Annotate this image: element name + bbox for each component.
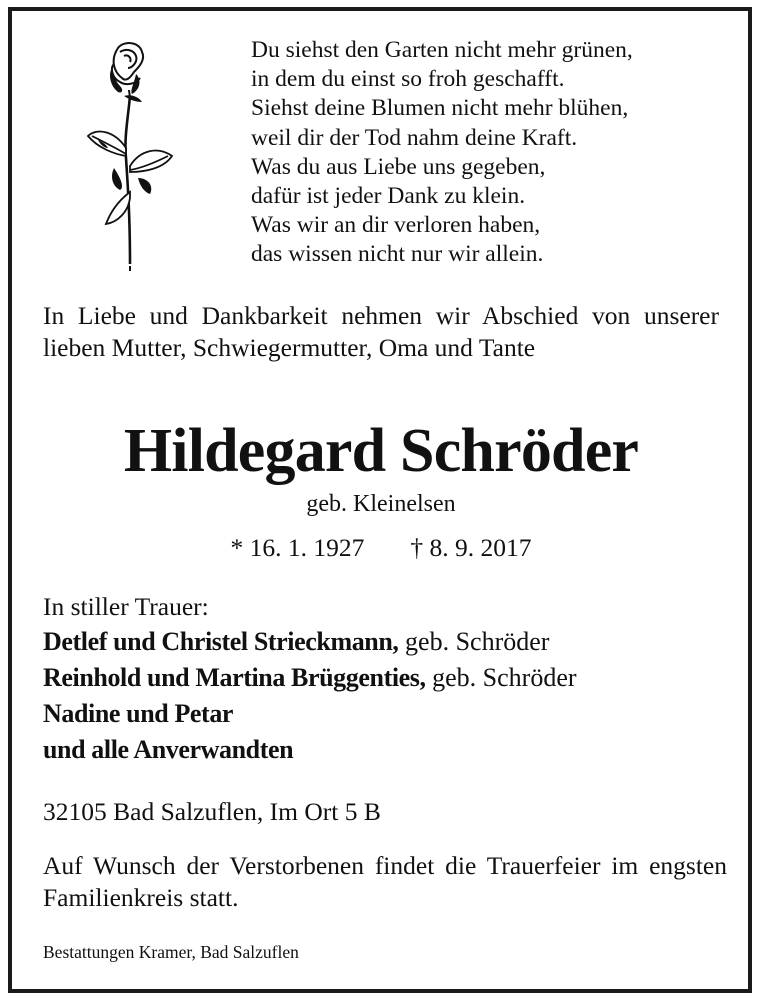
grief-label: In stiller Trauer:: [43, 592, 209, 621]
birth-date: * 16. 1. 1927: [230, 533, 365, 562]
mourner-entry: [43, 624, 743, 660]
address: 32105 Bad Salzuflen, Im Ort 5 B: [43, 797, 381, 826]
poem-line: Was du aus Liebe uns gegeben,: [251, 153, 546, 180]
deceased-name: Hildegard Schröder: [123, 417, 639, 485]
poem-line: in dem du einst so froh geschafft.: [251, 66, 565, 93]
mourner-names: Reinhold und Martina Brüggenties,: [43, 663, 426, 692]
mourners-list: [43, 624, 743, 768]
poem-line: Was wir an dir verloren haben,: [251, 212, 541, 239]
death-date: † 8. 9. 2017: [410, 533, 532, 562]
mourner-names: Detlef und Christel Strieckmann,: [43, 627, 399, 656]
intro-text: In Liebe und Dankbarkeit nehmen wir Abschied von unserer lieben Mutter, Schwiegermutter, Oma und Tante: [43, 301, 719, 362]
poem-line: Du siehst den Garten nicht mehr grünen,: [251, 37, 633, 63]
poem: [251, 36, 731, 270]
mourner-suffix: geb. Schröder: [398, 627, 550, 656]
maiden-name: geb. Kleinelsen: [306, 491, 456, 517]
undertaker: Bestattungen Kramer, Bad Salzuflen: [43, 942, 299, 962]
poem-line: weil dir der Tod nahm deine Kraft.: [251, 124, 578, 151]
poem-line: das wissen nicht nur wir allein.: [251, 241, 544, 268]
mourner-names: Nadine und Petar: [43, 699, 234, 728]
mourner-names: und alle Anverwandten: [43, 735, 294, 764]
poem-line: dafür ist jeder Dank zu klein.: [251, 183, 526, 210]
rose-icon: [84, 38, 178, 274]
mourner-suffix: geb. Schröder: [425, 663, 577, 692]
mourner-entry: [43, 660, 743, 696]
mourner-entry: [43, 696, 743, 732]
mourner-entry: [43, 732, 743, 768]
life-dates: [0, 532, 762, 564]
funeral-note: Auf Wunsch der Verstorbenen findet die Trauerfeier im engsten Familienkreis statt.: [43, 851, 727, 912]
poem-line: Siehst deine Blumen nicht mehr blühen,: [251, 95, 629, 122]
